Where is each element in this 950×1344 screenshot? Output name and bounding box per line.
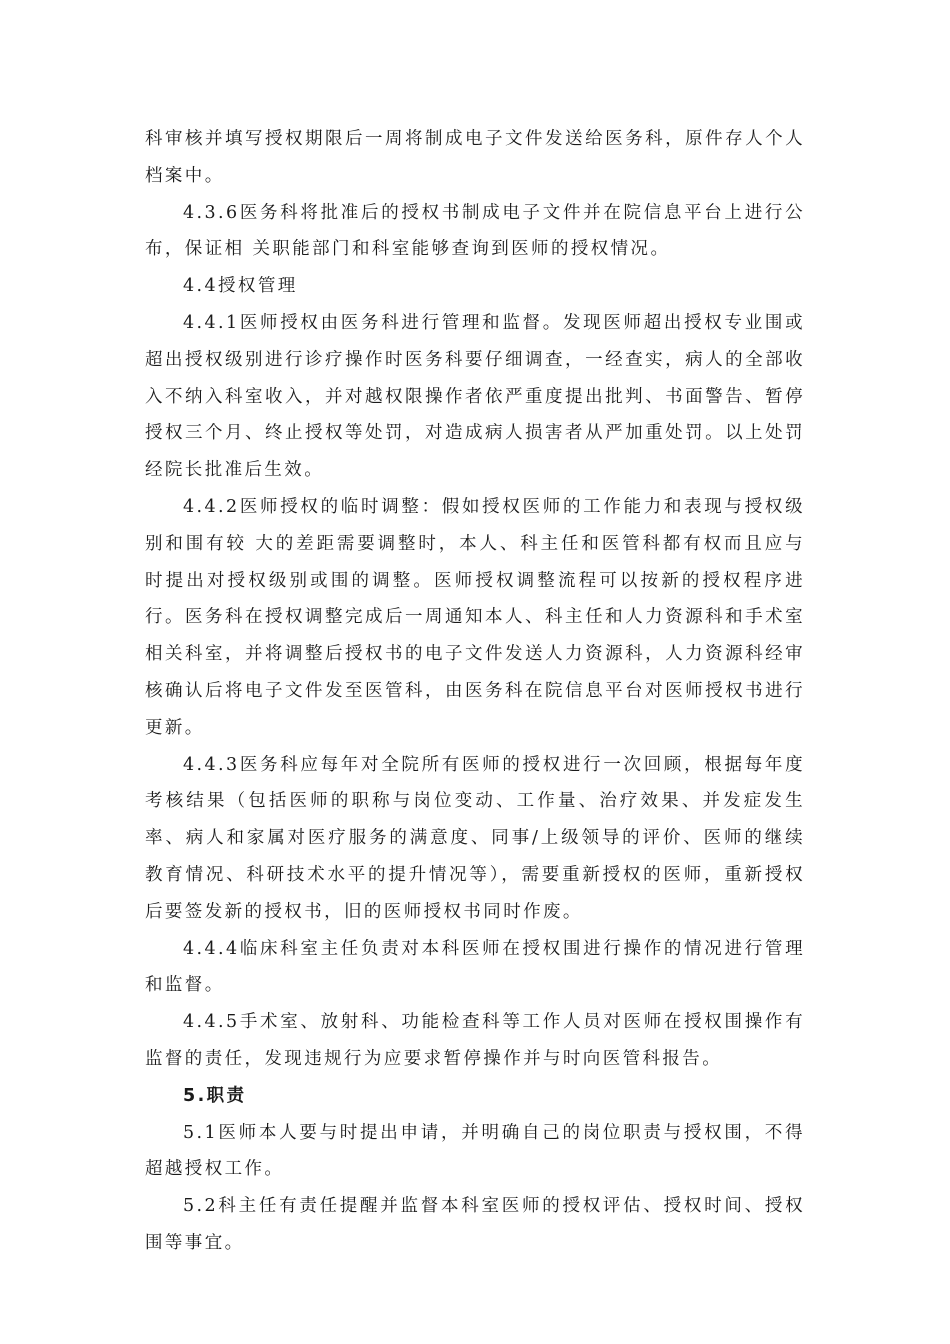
paragraph-continuation: 科审核并填写授权期限后一周将制成电子文件发送给医务科，原件存人个人档案中。 [145, 129, 805, 186]
paragraph-4-4-3: 4.4.3医务科应每年对全院所有医师的授权进行一次回顾，根据每年度考核结果（包括医师的职称与岗位变动、工作量、治疗效果、并发症发生率、病人和家属对医疗服务的满意度、同事/上级领导的评价、医师的继续教育情况、科研技术水平的提升情况等），需要重新授权的医师，重新授权后要签发新的授权书，旧的医师授权书同时作废。 [145, 754, 805, 922]
document-body [145, 121, 805, 1262]
paragraph-4-4-5: 4.4.5手术室、放射科、功能检查科等工作人员对医师在授权围操作有监督的责任，发现违规行为应要求暂停操作并与时向医管科报告。 [145, 1012, 805, 1069]
paragraph-5-2: 5.2科主任有责任提醒并监督本科室医师的授权评估、授权时间、授权围等事宜。 [145, 1196, 805, 1253]
paragraph-4-4-4: 4.4.4临床科室主任负责对本科医师在授权围进行操作的情况进行管理和监督。 [145, 938, 805, 996]
section-heading-4-4: 4.4授权管理 [183, 276, 298, 297]
section-heading-5: 5.职责 [183, 1085, 247, 1106]
paragraph-4-4-2: 4.4.2医师授权的临时调整：假如授权医师的工作能力和表现与授权级别和围有较 大的差距需要调整时，本人、科主任和医管科都有权而且应与时提出对授权级别或围的调整。医师授权调整流程可以按新的授权程序进行。医务科在授权调整完成后一周通知本人、科主任和人力资源科和手术室相关科室，并将调整后授权书的电子文件发送人力资源科，人力资源科经审核确认后将电子文件发至医管科，由医务科在院信息平台对医师授权书进行更新。 [145, 496, 805, 738]
paragraph-4-3-6: 4.3.6医务科将批准后的授权书制成电子文件并在院信息平台上进行公布，保证相 关职能部门和科室能够查询到医师的授权情况。 [145, 202, 805, 260]
paragraph-4-4-1: 4.4.1医师授权由医务科进行管理和监督。发现医师超出授权专业围或超出授权级别进行诊疗操作时医务科要仔细调查，一经查实，病人的全部收入不纳入科室收入，并对越权限操作者依严重度提出批判、书面警告、暂停授权三个月、终止授权等处罚，对造成病人损害者从严加重处罚。以上处罚经院长批准后生效。 [145, 312, 805, 481]
paragraph-5-1: 5.1医师本人要与时提出申请，并明确自己的岗位职责与授权围，不得超越授权工作。 [145, 1122, 805, 1180]
